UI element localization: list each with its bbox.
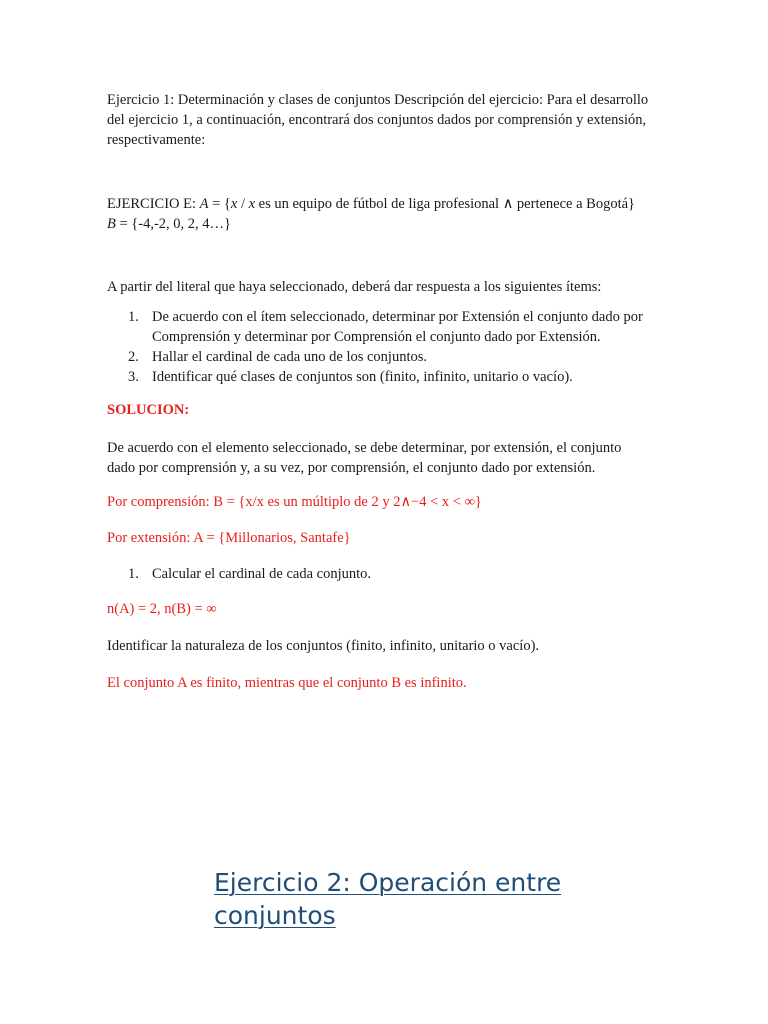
exercise-label: EJERCICIO E: (107, 196, 200, 212)
list-item (107, 307, 667, 347)
set-a-open: = { (208, 196, 231, 212)
solution-heading: SOLUCION: (107, 402, 190, 418)
cardinals-line: n(A) = 2, n(B) = ∞ (107, 601, 217, 617)
set-a-variable-2: x (248, 196, 256, 212)
intro-paragraph: Ejercicio 1: Determinación y clases de conjuntos Descripción del ejercicio: Para el desarrollo del ejercicio 1, a continuación, encontrará dos conjuntos dados por comprensión y extensión, respectivamente: (107, 92, 649, 148)
instructions-list (107, 307, 667, 387)
list-item (107, 347, 667, 367)
list-item-number: 2. (128, 349, 139, 365)
nature-prompt: Identificar la naturaleza de los conjuntos (finito, infinito, unitario o vacío). (107, 638, 540, 654)
comprehension-line: Por comprensión: B = {x/x es un múltiplo de 2 y 2∧−4 < x < ∞} (107, 494, 482, 510)
list-item-text: Hallar el cardinal de cada uno de los conjuntos. (152, 349, 427, 365)
set-a-condition: es un equipo de fútbol de liga profesional ∧ pertenece a Bogotá} (255, 196, 635, 212)
exercise-statement (107, 194, 687, 234)
set-b-elements: = {-4,-2, 0, 2, 4…} (115, 216, 231, 232)
section-heading-text: Ejercicio 2: Operación entre conjuntos (214, 868, 562, 930)
section-heading (214, 866, 634, 932)
set-a-separator: / (237, 196, 249, 212)
set-b-name: B (107, 216, 116, 232)
list-item (107, 564, 667, 584)
list-item-text: De acuerdo con el ítem seleccionado, determinar por Extensión el conjunto dado por Comprensión y determinar por Comprensión el conjunto dado por Extensión. (152, 309, 643, 345)
step-list (107, 564, 667, 584)
conclusion-line: El conjunto A es finito, mientras que el conjunto B es infinito. (107, 675, 467, 691)
list-item-number: 3. (128, 369, 139, 385)
extension-line: Por extensión: A = {Millonarios, Santafe} (107, 530, 351, 546)
list-item-text: Calcular el cardinal de cada conjunto. (152, 566, 372, 582)
set-a-variable: x (230, 196, 238, 212)
list-item (107, 367, 667, 387)
list-item-number: 1. (128, 566, 139, 582)
solution-explanation: De acuerdo con el elemento seleccionado, se debe determinar, por extensión, el conjunto dado por comprensión y, a su vez, por comprensión, el conjunto dado por extensión. (107, 440, 622, 476)
instructions-lead: A partir del literal que haya seleccionado, deberá dar respuesta a los siguientes ítems: (107, 279, 602, 295)
list-item-text: Identificar qué clases de conjuntos son (finito, infinito, unitario o vacío). (152, 369, 573, 385)
list-item-number: 1. (128, 309, 139, 325)
set-a-name: A (199, 196, 209, 212)
